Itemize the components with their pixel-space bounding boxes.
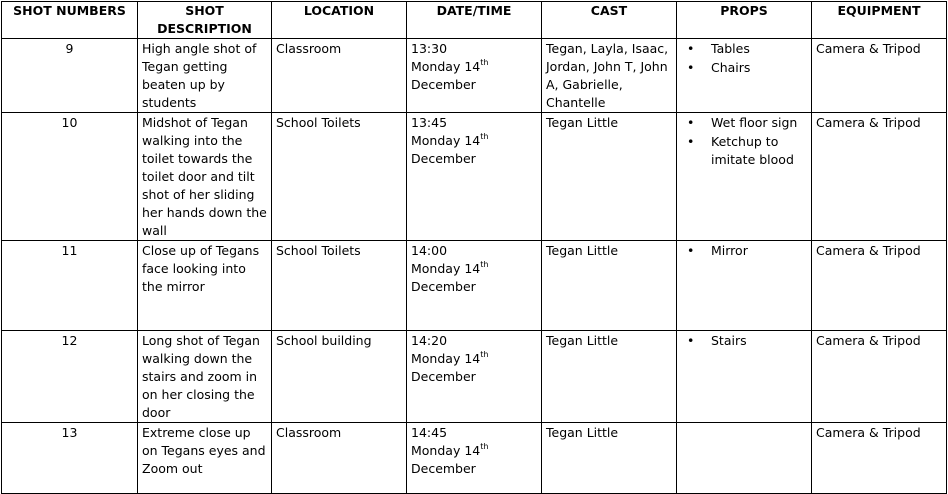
header-equipment: EQUIPMENT <box>812 2 947 39</box>
bullet-icon: • <box>687 115 695 130</box>
bullet-icon: • <box>687 134 695 149</box>
date-time-cell <box>407 39 542 113</box>
time-text: 14:45 <box>411 425 448 440</box>
header-shot-numbers: SHOT NUMBERS <box>2 2 138 39</box>
location-cell: School building <box>272 331 407 423</box>
day-text: Monday 14 <box>411 443 481 458</box>
day-line <box>411 442 537 460</box>
prop-text: Chairs <box>711 60 751 75</box>
list-item <box>681 114 807 132</box>
prop-text: Stairs <box>711 333 747 348</box>
day-text: Monday 14 <box>411 261 481 276</box>
day-line <box>411 58 537 76</box>
month-text: December <box>411 77 476 92</box>
date-time-cell <box>407 113 542 241</box>
shot-description-cell: Close up of Tegans face looking into the mirror <box>138 241 272 331</box>
table-row <box>2 39 947 113</box>
time-text: 13:30 <box>411 41 448 56</box>
day-line <box>411 260 537 278</box>
equipment-cell: Camera & Tripod <box>812 241 947 331</box>
shot-number-cell: 10 <box>2 113 138 241</box>
shot-description-cell: Extreme close up on Tegans eyes and Zoom out <box>138 423 272 494</box>
list-item <box>681 59 807 77</box>
day-suffix: th <box>480 259 489 269</box>
prop-text: Mirror <box>711 243 748 258</box>
day-text: Monday 14 <box>411 59 481 74</box>
prop-text: Ketchup to imitate blood <box>711 134 794 167</box>
header-date-time: DATE/TIME <box>407 2 542 39</box>
month-text: December <box>411 279 476 294</box>
day-line <box>411 132 537 150</box>
cast-cell: Tegan, Layla, Isaac, Jordan, John T, John A, Gabrielle, Chantelle <box>542 39 677 113</box>
day-text: Monday 14 <box>411 133 481 148</box>
shot-number-cell: 12 <box>2 331 138 423</box>
props-list <box>681 332 807 350</box>
cast-cell: Tegan Little <box>542 423 677 494</box>
day-suffix: th <box>480 131 489 141</box>
location-cell: School Toilets <box>272 241 407 331</box>
list-item <box>681 40 807 58</box>
shot-number-cell: 11 <box>2 241 138 331</box>
list-item <box>681 242 807 260</box>
month-text: December <box>411 369 476 384</box>
shot-description-cell: Long shot of Tegan walking down the stairs and zoom in on her closing the door <box>138 331 272 423</box>
cast-cell: Tegan Little <box>542 241 677 331</box>
props-list <box>681 40 807 77</box>
date-time-cell <box>407 241 542 331</box>
cast-cell: Tegan Little <box>542 331 677 423</box>
prop-text: Tables <box>711 41 750 56</box>
date-time-cell <box>407 423 542 494</box>
bullet-icon: • <box>687 243 695 258</box>
list-item <box>681 133 807 169</box>
shot-description-cell: High angle shot of Tegan getting beaten up by students <box>138 39 272 113</box>
time-text: 14:20 <box>411 333 448 348</box>
day-suffix: th <box>480 349 489 359</box>
date-time-cell <box>407 331 542 423</box>
bullet-icon: • <box>687 41 695 56</box>
cast-cell: Tegan Little <box>542 113 677 241</box>
month-text: December <box>411 461 476 476</box>
table-row <box>2 113 947 241</box>
list-item <box>681 332 807 350</box>
props-cell <box>677 423 812 494</box>
header-shot-description: SHOT DESCRIPTION <box>138 2 272 39</box>
props-cell <box>677 113 812 241</box>
day-suffix: th <box>480 441 489 451</box>
shot-number-cell: 13 <box>2 423 138 494</box>
shot-list-table <box>1 1 947 494</box>
equipment-cell: Camera & Tripod <box>812 39 947 113</box>
time-text: 13:45 <box>411 115 448 130</box>
bullet-icon: • <box>687 60 695 75</box>
header-row <box>2 2 947 39</box>
shot-number-cell: 9 <box>2 39 138 113</box>
equipment-cell: Camera & Tripod <box>812 423 947 494</box>
location-cell: Classroom <box>272 39 407 113</box>
location-cell: School Toilets <box>272 113 407 241</box>
bullet-icon: • <box>687 333 695 348</box>
props-cell <box>677 331 812 423</box>
table-row <box>2 331 947 423</box>
day-suffix: th <box>480 57 489 67</box>
props-cell <box>677 39 812 113</box>
day-text: Monday 14 <box>411 351 481 366</box>
shot-description-cell: Midshot of Tegan walking into the toilet towards the toilet door and tilt shot of her sliding her hands down the wall <box>138 113 272 241</box>
props-list <box>681 242 807 260</box>
month-text: December <box>411 151 476 166</box>
equipment-cell: Camera & Tripod <box>812 113 947 241</box>
time-text: 14:00 <box>411 243 448 258</box>
header-location: LOCATION <box>272 2 407 39</box>
header-cast: CAST <box>542 2 677 39</box>
day-line <box>411 350 537 368</box>
table-row <box>2 423 947 494</box>
location-cell: Classroom <box>272 423 407 494</box>
props-cell <box>677 241 812 331</box>
table-row <box>2 241 947 331</box>
header-props: PROPS <box>677 2 812 39</box>
props-list <box>681 114 807 169</box>
prop-text: Wet floor sign <box>711 115 798 130</box>
equipment-cell: Camera & Tripod <box>812 331 947 423</box>
